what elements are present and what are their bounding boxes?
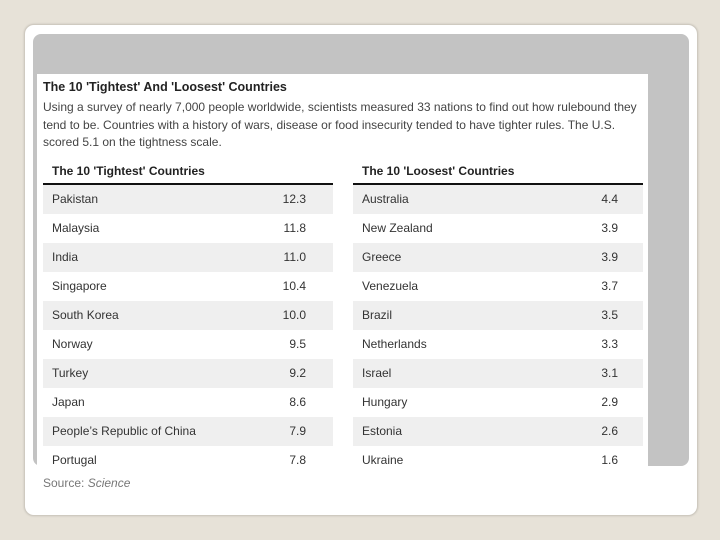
tightness-score: 10.4 [282, 279, 306, 293]
tightness-score: 3.5 [601, 308, 618, 322]
loosest-table-heading: The 10 'Loosest' Countries [353, 163, 643, 185]
table-row [43, 330, 333, 359]
tightness-score: 1.6 [601, 453, 618, 467]
table-row [43, 272, 333, 301]
table-row [43, 446, 333, 475]
table-row [43, 301, 333, 330]
source-credit [43, 476, 130, 490]
table-row [43, 214, 333, 243]
country-name: Norway [52, 337, 93, 351]
tightness-score: 3.9 [601, 221, 618, 235]
tightness-score: 2.6 [601, 424, 618, 438]
tightness-score: 3.9 [601, 250, 618, 264]
country-name: Israel [362, 366, 392, 380]
table-row [353, 243, 643, 272]
country-name: Turkey [52, 366, 89, 380]
tightness-score: 4.4 [601, 192, 618, 206]
source-name: Science [87, 476, 131, 490]
tightness-score: 12.3 [282, 192, 306, 206]
country-name: Brazil [362, 308, 393, 322]
tightest-table [43, 163, 333, 475]
country-name: People’s Republic of China [52, 424, 196, 438]
country-name: Pakistan [52, 192, 99, 206]
article-intro: Using a survey of nearly 7,000 people worldwide, scientists measured 33 nations to find out how rulebound they tend to be. Countries with a history of wars, disease or food insecurity tended to have tighter rules. The U.S. scored 5.1 on the tightness scale. [43, 100, 637, 149]
table-row [43, 359, 333, 388]
country-name: Hungary [362, 395, 408, 409]
table-row [43, 417, 333, 446]
table-row [353, 359, 643, 388]
country-name: Malaysia [52, 221, 100, 235]
tightness-score: 7.8 [289, 453, 306, 467]
country-name: Venezuela [362, 279, 419, 293]
country-name: New Zealand [362, 221, 433, 235]
table-row [353, 417, 643, 446]
tightness-score: 11.8 [283, 221, 306, 235]
tightness-score: 2.9 [601, 395, 618, 409]
tightness-score: 3.3 [601, 337, 618, 351]
country-name: Netherlands [362, 337, 427, 351]
table-row [43, 388, 333, 417]
tightness-score: 9.2 [289, 366, 306, 380]
country-name: Portugal [52, 453, 97, 467]
tightness-score: 3.1 [601, 366, 618, 380]
tightness-score: 7.9 [289, 424, 306, 438]
tightness-score: 9.5 [289, 337, 306, 351]
table-row [353, 446, 643, 475]
country-name: Estonia [362, 424, 403, 438]
table-row [43, 185, 333, 214]
table-row [353, 388, 643, 417]
loosest-table [353, 163, 643, 475]
tightness-score: 10.0 [282, 308, 306, 322]
tightness-score: 3.7 [601, 279, 618, 293]
table-row [43, 243, 333, 272]
table-row [353, 301, 643, 330]
table-row [353, 214, 643, 243]
table-row [353, 272, 643, 301]
tightest-table-heading: The 10 'Tightest' Countries [43, 163, 333, 185]
table-row [353, 330, 643, 359]
country-name: Singapore [52, 279, 107, 293]
country-name: India [52, 250, 79, 264]
tightness-score: 11.0 [283, 250, 306, 264]
country-name: Greece [362, 250, 402, 264]
article-title: The 10 'Tightest' And 'Loosest' Countries [43, 80, 287, 94]
table-row [353, 185, 643, 214]
tightness-score: 8.6 [289, 395, 306, 409]
source-label: Source: [43, 476, 85, 490]
country-name: Ukraine [362, 453, 404, 467]
country-name: Australia [362, 192, 409, 206]
country-name: South Korea [52, 308, 119, 322]
country-name: Japan [52, 395, 85, 409]
